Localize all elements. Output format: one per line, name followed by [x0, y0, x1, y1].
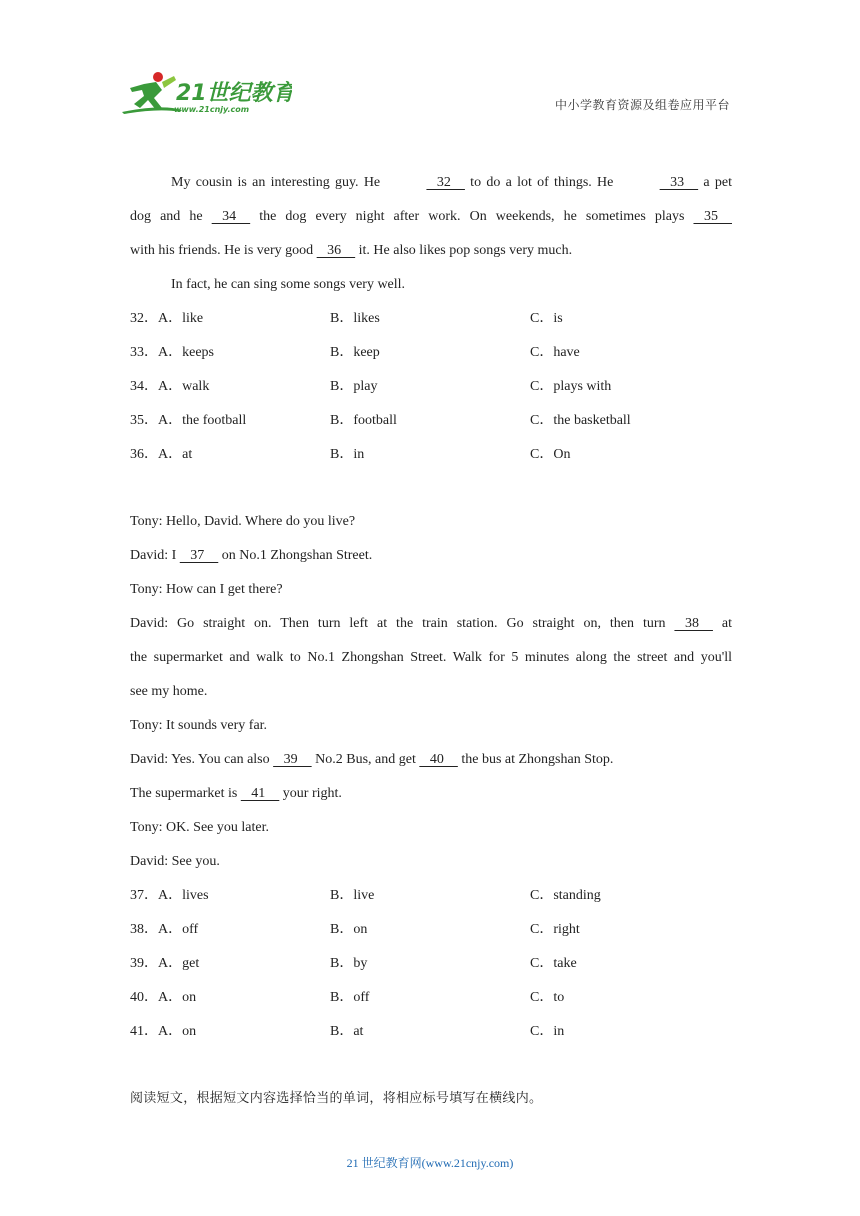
text-segment: The supermarket is — [130, 786, 241, 801]
text-segment: see my home. — [130, 684, 208, 699]
question-row — [130, 370, 732, 404]
text-segment: Tony: How can I get there? — [130, 582, 283, 597]
text-segment: your right. — [279, 786, 342, 801]
question-row — [130, 981, 732, 1015]
option-b[interactable]: B．football — [330, 413, 397, 428]
answer-blank[interactable]: 38 — [674, 616, 713, 631]
option-c[interactable]: C．take — [530, 956, 577, 971]
question-number-and-option-a[interactable]: 34．A．walk — [130, 379, 210, 394]
question-number-and-option-a[interactable]: 32．A．like — [130, 311, 204, 326]
logo — [122, 68, 292, 116]
answer-blank[interactable]: 37 — [179, 548, 219, 563]
text-segment: In fact, he can sing some songs very well. — [171, 277, 406, 292]
option-c[interactable]: C．to — [530, 990, 565, 1005]
answer-blank[interactable]: 32 — [426, 175, 465, 190]
passage-one — [130, 166, 732, 302]
option-c[interactable]: C．right — [530, 922, 580, 937]
text-segment: on No.1 Zhongshan Street. — [218, 548, 373, 563]
option-c[interactable]: C．On — [530, 447, 571, 462]
text-segment: David: Go straight on. Then turn left at the train station. Go straight on, then turn — [130, 616, 675, 631]
text-segment: a pet — [698, 175, 732, 190]
text-line — [130, 234, 732, 268]
text-line — [130, 777, 732, 811]
text-line — [130, 166, 732, 200]
option-c[interactable]: C．the basketball — [530, 413, 631, 428]
text-segment: Tony: OK. See you later. — [130, 820, 269, 835]
question-row — [130, 1015, 732, 1049]
question-number-and-option-a[interactable]: 36．A．at — [130, 447, 193, 462]
option-b[interactable]: B．by — [330, 956, 368, 971]
text-segment: dog and he — [130, 209, 212, 224]
text-line — [130, 505, 732, 539]
text-line — [130, 709, 732, 743]
text-line — [130, 811, 732, 845]
text-line — [130, 607, 732, 641]
question-number-and-option-a[interactable]: 41．A．on — [130, 1024, 197, 1039]
text-segment: it. He also likes pop songs very much. — [355, 243, 573, 258]
option-b[interactable]: B．on — [330, 922, 368, 937]
text-segment: David: See you. — [130, 854, 220, 869]
answer-blank[interactable]: 41 — [240, 786, 280, 801]
question-row — [130, 336, 732, 370]
question-row — [130, 438, 732, 472]
text-line — [130, 573, 732, 607]
text-line — [130, 641, 732, 675]
question-number-and-option-a[interactable]: 39．A．get — [130, 956, 200, 971]
answer-blank[interactable]: 39 — [273, 752, 312, 767]
option-c[interactable]: C．is — [530, 311, 563, 326]
text-segment: with his friends. He is very good — [130, 243, 317, 258]
option-b[interactable]: B．off — [330, 990, 370, 1005]
text-line — [130, 200, 732, 234]
option-b[interactable]: B．keep — [330, 345, 380, 360]
logo-main-text: 21世纪教育 — [176, 81, 292, 106]
option-c[interactable]: C．in — [530, 1024, 565, 1039]
answer-blank[interactable]: 34 — [211, 209, 251, 224]
instruction-text: 阅读短文，根据短文内容选择恰当的单词，将相应标号填写在横线内。 — [130, 1091, 543, 1106]
option-c[interactable]: C．have — [530, 345, 580, 360]
question-row — [130, 879, 732, 913]
text-segment: the bus at Zhongshan Stop. — [457, 752, 614, 767]
question-group-two — [130, 879, 732, 1049]
question-number-and-option-a[interactable]: 40．A．on — [130, 990, 197, 1005]
question-row — [130, 404, 732, 438]
question-number-and-option-a[interactable]: 35．A．the football — [130, 413, 247, 428]
question-row — [130, 302, 732, 336]
text-line — [130, 268, 732, 302]
text-segment: No.2 Bus, and get — [311, 752, 420, 767]
question-group-one — [130, 302, 732, 472]
document-body — [130, 166, 732, 1116]
footer-source: 21 世纪教育网(www.21cnjy.com) — [346, 1156, 514, 1170]
text-line — [130, 743, 732, 777]
text-segment: the supermarket and walk to No.1 Zhongshan Street. Walk for 5 minutes along the street and you'll — [130, 650, 732, 665]
option-c[interactable]: C．standing — [530, 888, 601, 903]
option-b[interactable]: B．live — [330, 888, 375, 903]
dialogue-passage — [130, 505, 732, 879]
question-row — [130, 947, 732, 981]
question-number-and-option-a[interactable]: 37．A．lives — [130, 888, 209, 903]
logo-url-text: www.21cnjy.com — [174, 105, 250, 114]
answer-blank[interactable]: 35 — [693, 209, 732, 224]
answer-blank[interactable]: 40 — [419, 752, 458, 767]
question-number-and-option-a[interactable]: 33．A．keeps — [130, 345, 214, 360]
option-b[interactable]: B．likes — [330, 311, 380, 326]
text-segment: David: Yes. You can also — [130, 752, 274, 767]
text-line — [130, 675, 732, 709]
question-number-and-option-a[interactable]: 38．A．off — [130, 922, 199, 937]
text-line — [130, 845, 732, 879]
option-b[interactable]: B．in — [330, 447, 365, 462]
answer-blank[interactable]: 33 — [659, 175, 699, 190]
option-c[interactable]: C．plays with — [530, 379, 612, 394]
platform-name: 中小学教育资源及组卷应用平台 — [554, 98, 730, 112]
text-segment: Tony: It sounds very far. — [130, 718, 268, 733]
answer-blank[interactable]: 36 — [316, 243, 356, 258]
question-row — [130, 913, 732, 947]
text-segment: at — [712, 616, 732, 631]
text-segment: David: I — [130, 548, 180, 563]
text-segment: Tony: Hello, David. Where do you live? — [130, 514, 356, 529]
runner-logo-icon — [122, 68, 292, 116]
text-line — [130, 539, 732, 573]
text-segment: My cousin is an interesting guy. He — [171, 175, 386, 190]
option-b[interactable]: B．play — [330, 379, 378, 394]
text-segment: to do a lot of things. He — [464, 175, 619, 190]
text-segment: the dog every night after work. On weekends, he sometimes plays — [250, 209, 694, 224]
option-b[interactable]: B．at — [330, 1024, 364, 1039]
